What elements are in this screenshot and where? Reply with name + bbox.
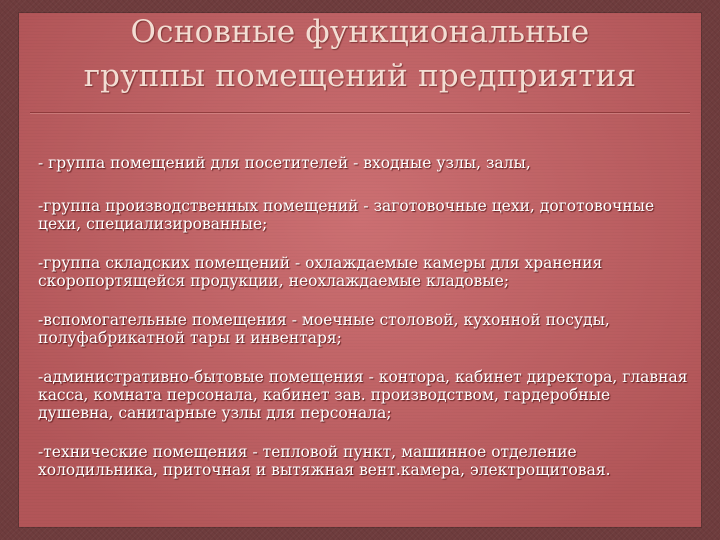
list-item: -административно-бытовые помещения - контора, кабинет директора, главная касса, комната персонала, кабинет зав. производством, гардеробные душевна, санитарные узлы для персонала; (38, 368, 688, 422)
list-item: -вспомогательные помещения - моечные столовой, кухонной посуды, полуфабрикатной тары и инвентаря; (38, 311, 610, 347)
slide-body (38, 154, 688, 500)
title-divider (30, 112, 690, 114)
list-item: -технические помещения - тепловой пункт, машинное отделение холодильника, приточная и вытяжная вент.камера, электрощитовая. (38, 443, 611, 479)
slide-title-line-2: группы помещений предприятия (83, 58, 637, 94)
list-item: -группа складских помещений - охлаждаемые камеры для хранения скоропортящейся продукции, неохлаждаемые кладовые; (38, 254, 603, 290)
slide-title (0, 10, 720, 98)
list-item: -группа производственных помещений - заготовочные цехи, доготовочные цехи, специализированные; (38, 197, 655, 233)
list-item: - группа помещений для посетителей - входные узлы, залы, (38, 154, 531, 172)
slide-title-line-1: Основные функциональные (130, 14, 590, 50)
